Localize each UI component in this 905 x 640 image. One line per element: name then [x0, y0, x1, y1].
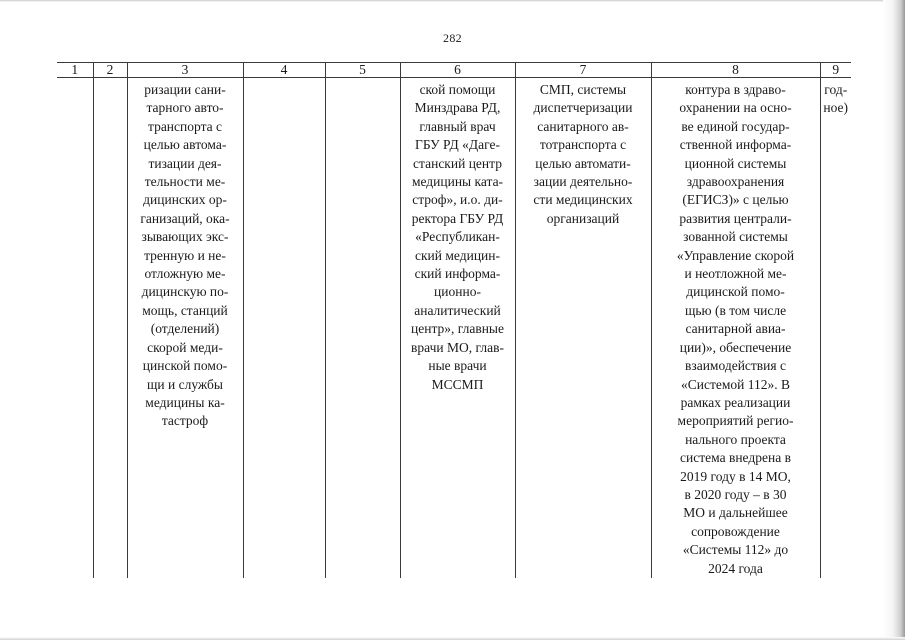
column-number-3: 3 [127, 63, 243, 78]
table-cell-col4 [243, 78, 325, 578]
table-cell-col6: ской помощи Минздрава РД, главный врач ГБУ РД «Даге- станский центр медицины ката- строф», и.о. ди- ректора ГБУ РД «Республикан- ский медицин- ский информа- ционно- аналитический центр», главные врачи МО, глав- ные врачи МССМП [400, 78, 515, 578]
scan-edge-top [0, 0, 905, 2]
column-number-8: 8 [651, 63, 820, 78]
table-cell-col3: ризации сани- тарного авто- транспорта с целью автома- тизации дея- тельности ме- дицинских ор- ганизаций, ока- зывающих экс- тренную и не- отложную ме- дицинскую по- мощь, станций (отделений) скорой меди- цинской помо- щи и службы медицины ка- тастроф [127, 78, 243, 578]
table-cell-col5 [325, 78, 400, 578]
column-number-6: 6 [400, 63, 515, 78]
table-cell-col1 [57, 78, 93, 578]
column-number-row [57, 63, 851, 78]
column-number-9: 9 [820, 63, 851, 78]
scan-edge-right [883, 0, 905, 640]
table-row [57, 78, 851, 578]
column-number-4: 4 [243, 63, 325, 78]
column-number-5: 5 [325, 63, 400, 78]
data-table [57, 62, 851, 578]
table-cell-col8: контура в здраво- охранении на осно- ве единой государ- ственной информа- ционной системы здравоохранения (ЕГИСЗ)» с целью развития централи- зованной системы «Управление скорой и неотложной ме- дицинской помо- щью (в том числе санитарной авиа- ции)», обеспечение взаимодействия с «Системой 112». В рамках реализации мероприятий регио- нального проекта система внедрена в 2019 году в 14 МО, в 2020 году – в 30 МО и дальнейшее сопровождение «Системы 112» до 2024 года [651, 78, 820, 578]
column-number-7: 7 [515, 63, 651, 78]
column-number-1: 1 [57, 63, 93, 78]
column-number-2: 2 [93, 63, 127, 78]
table-cell-col9: год- ное) [820, 78, 851, 578]
page-number: 282 [443, 31, 462, 45]
table-cell-col7: СМП, системы диспетчеризации санитарного ав- тотранспорта с целью автомати- зации деятельно- сти медицинских организаций [515, 78, 651, 578]
table-cell-col2 [93, 78, 127, 578]
